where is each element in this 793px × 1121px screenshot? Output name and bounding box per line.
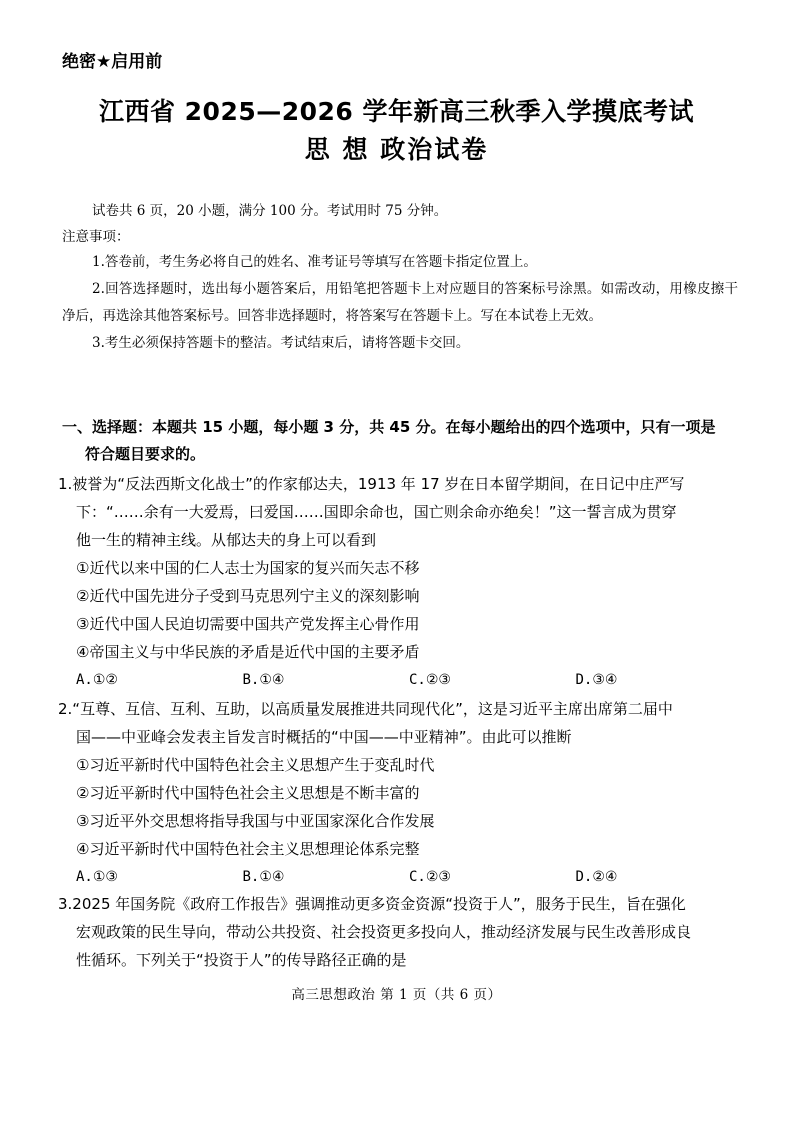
choice-b: B.①④ (242, 672, 285, 688)
answer-choices (58, 863, 742, 891)
statement-option: ③习近平外交思想将指导我国与中亚国家深化合作发展 (76, 812, 435, 830)
choice-a: A.①② (76, 672, 118, 688)
stem-line: 2.“互尊、互信、互利、互助，以高质量发展推进共同现代化”，这是习近平主席出席第二届中 (58, 700, 673, 718)
statement-option: ④习近平新时代中国特色社会主义思想理论体系完整 (76, 840, 420, 858)
statement-option: ③近代中国人民迫切需要中国共产党发挥主心骨作用 (76, 615, 420, 633)
stem-line: 3.2025 年国务院《政府工作报告》强调推动更多资金资源“投资于人”，服务于民生，旨在强化 (58, 895, 686, 913)
choice-d: D.③④ (575, 672, 618, 688)
exam-title: 江西省 2025—2026 学年新高三秋季入学摸底考试 (98, 97, 695, 126)
answer-choices (58, 666, 742, 694)
question-3 (58, 890, 742, 974)
statement-option: ④帝国主义与中华民族的矛盾是近代中国的主要矛盾 (76, 643, 420, 661)
section-heading-line: 一、选择题：本题共 15 小题，每小题 3 分，共 45 分。在每小题给出的四个选项中，只有一项是 (62, 418, 716, 436)
choice-c: C.②③ (409, 869, 451, 885)
notice-item: 1.答卷前，考生务必将自己的姓名、准考证号等填写在答题卡指定位置上。 (92, 254, 537, 270)
statement-option: ②近代中国先进分子受到马克思列宁主义的深刻影响 (76, 587, 420, 605)
question-stem (58, 890, 742, 974)
choice-b: B.①④ (242, 869, 285, 885)
statement-option: ②习近平新时代中国特色社会主义思想是不断丰富的 (76, 784, 420, 802)
stem-line: 宏观政策的民生导向，带动公共投资、社会投资更多投向人，推动经济发展与民生改善形成良 (76, 923, 692, 941)
page-footer: 高三思想政治 第 1 页（共 6 页） (291, 987, 502, 1003)
section-heading (62, 414, 742, 468)
notice-item: 2.回答选择题时，选出每小题答案后，用铅笔把答题卡上对应题目的答案标号涂黑。如需改动，用橡皮擦干净后，再选涂其他答案标号。回答非选择题时，将答案写在答题卡上。写在本试卷上无效。 (62, 281, 738, 324)
exam-info: 试卷共 6 页，20 小题，满分 100 分。考试用时 75 分钟。 (92, 203, 448, 219)
question-stem (58, 470, 742, 554)
statement-option: ①近代以来中国的仁人志士为国家的复兴而矢志不移 (76, 559, 420, 577)
statement-option: ①习近平新时代中国特色社会主义思想产生于变乱时代 (76, 756, 435, 774)
stem-line: 国——中亚峰会发表主旨发言时概括的“中国——中亚精神”。由此可以推断 (76, 728, 572, 746)
notice-item: 3.考生必须保持答题卡的整洁。考试结束后，请将答题卡交回。 (92, 335, 470, 351)
stem-line: 1.被誉为“反法西斯文化战士”的作家郁达夫，1913 年 17 岁在日本留学期间，在日记中庄严写 (58, 475, 685, 493)
choice-a: A.①③ (76, 869, 118, 885)
choice-c: C.②③ (409, 672, 451, 688)
question-1 (58, 470, 742, 694)
section-heading-line: 符合题目要求的。 (85, 445, 206, 463)
secret-mark: 绝密★启用前 (62, 52, 163, 72)
stem-line: 下：“……余有一大爱焉，曰爱国……国即余命也，国亡则余命亦绝矣！”这一誓言成为贯穿 (76, 503, 677, 521)
question-2 (58, 695, 742, 891)
notice-title: 注意事项： (62, 229, 130, 245)
subject-title: 思 想 政治试卷 (304, 135, 489, 164)
stem-line: 他一生的精神主线。从郁达夫的身上可以看到 (76, 531, 377, 549)
question-stem (58, 695, 742, 751)
notice-list (62, 249, 738, 357)
stem-line: 性循环。下列关于“投资于人”的传导路径正确的是 (76, 951, 407, 969)
choice-d: D.②④ (575, 869, 618, 885)
